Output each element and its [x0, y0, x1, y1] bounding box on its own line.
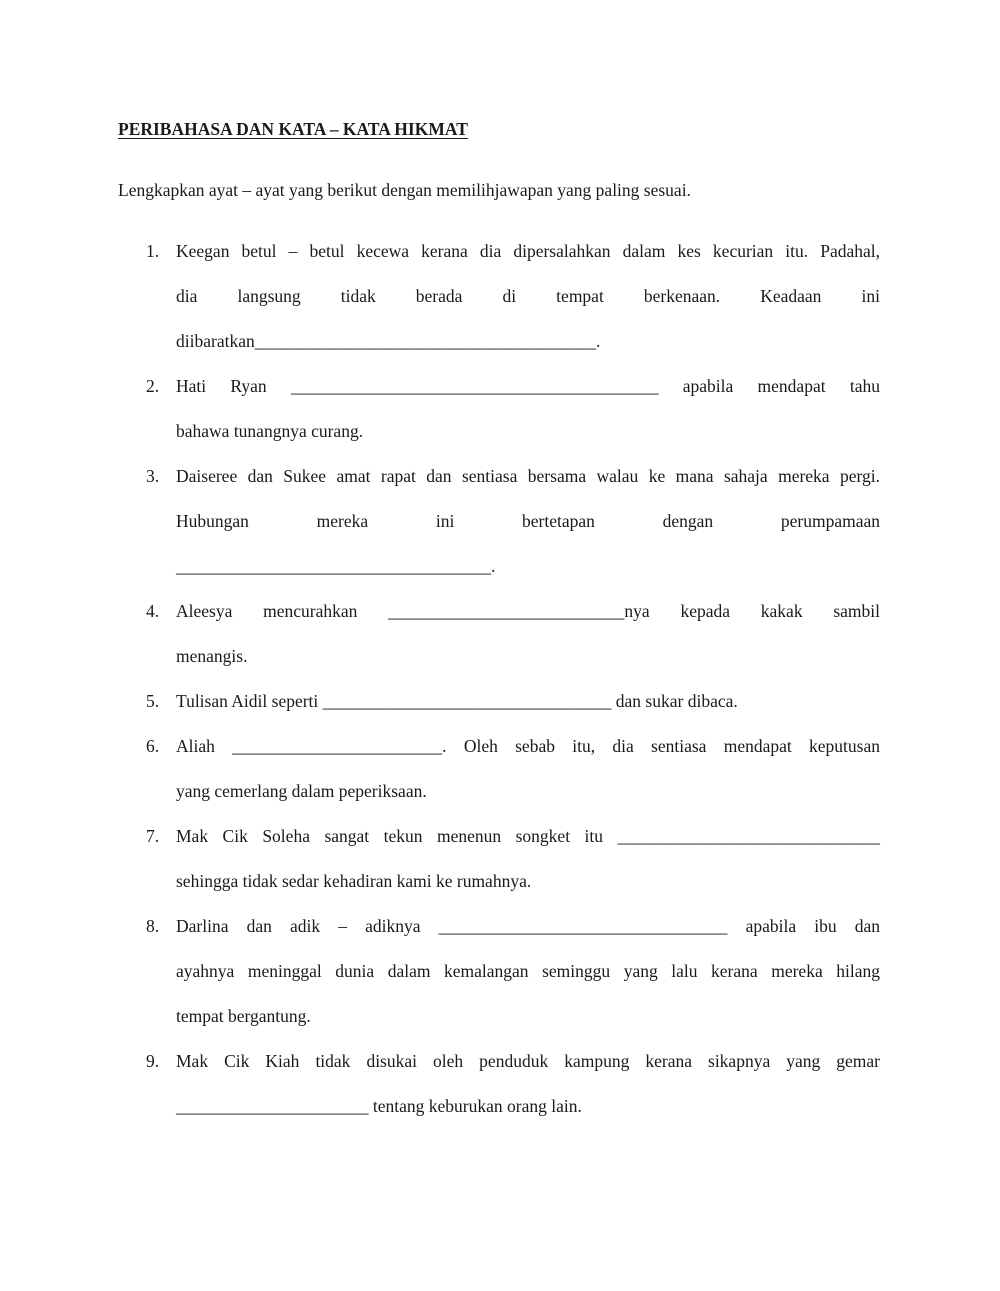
- question-3-line-1: Daiseree dan Sukee amat rapat dan sentiasa bersama walau ke mana sahaja mereka pergi.: [176, 466, 880, 486]
- instruction-text: Lengkapkan ayat – ayat yang berikut dengan memilihjawapan yang paling sesuai.: [118, 180, 691, 200]
- question-9-line-2: ______________________ tentang keburukan orang lain.: [176, 1096, 582, 1116]
- question-3-line-2: Hubungan mereka ini bertetapan dengan perumpamaan: [176, 511, 880, 531]
- question-9-line-1: Mak Cik Kiah tidak disukai oleh penduduk kampung kerana sikapnya yang gemar: [176, 1051, 880, 1071]
- question-7-line-1: Mak Cik Soleha sangat tekun menenun songket itu ______________________________: [176, 826, 880, 846]
- question-7-line-2: sehingga tidak sedar kehadiran kami ke rumahnya.: [176, 871, 532, 891]
- question-7-number: 7.: [146, 826, 160, 846]
- question-6-line-1: Aliah ________________________. Oleh sebab itu, dia sentiasa mendapat keputusan: [176, 736, 880, 756]
- question-3-number: 3.: [146, 466, 160, 486]
- question-1-line-2: dia langsung tidak berada di tempat berkenaan. Keadaan ini: [176, 286, 880, 306]
- question-2-number: 2.: [146, 376, 160, 396]
- question-1-number: 1.: [146, 241, 160, 261]
- question-5-number: 5.: [146, 691, 160, 711]
- question-2-line-2: bahawa tunangnya curang.: [176, 421, 364, 441]
- question-6-number: 6.: [146, 736, 160, 756]
- question-4-line-2: menangis.: [176, 646, 248, 666]
- question-4-number: 4.: [146, 601, 160, 621]
- question-2-line-1: Hati Ryan __________________________________________ apabila mendapat tahu: [176, 376, 880, 396]
- page-title: PERIBAHASA DAN KATA – KATA HIKMAT: [118, 119, 468, 139]
- question-3-line-3: ____________________________________.: [176, 556, 496, 576]
- question-8-line-2: ayahnya meninggal dunia dalam kemalangan seminggu yang lalu kerana mereka hilang: [176, 961, 880, 981]
- question-9-number: 9.: [146, 1051, 160, 1071]
- question-6-line-2: yang cemerlang dalam peperiksaan.: [176, 781, 427, 801]
- question-1-line-1: Keegan betul – betul kecewa kerana dia dipersalahkan dalam kes kecurian itu. Padahal,: [176, 241, 880, 261]
- question-5-line-1: Tulisan Aidil seperti _________________________________ dan sukar dibaca.: [176, 691, 738, 711]
- question-8-number: 8.: [146, 916, 160, 936]
- question-8-line-3: tempat bergantung.: [176, 1006, 311, 1026]
- question-1-line-3: diibaratkan_______________________________________.: [176, 331, 601, 351]
- question-8-line-1: Darlina dan adik – adiknya _________________________________ apabila ibu dan: [176, 916, 880, 936]
- question-4-line-1: Aleesya mencurahkan ___________________________nya kepada kakak sambil: [176, 601, 880, 621]
